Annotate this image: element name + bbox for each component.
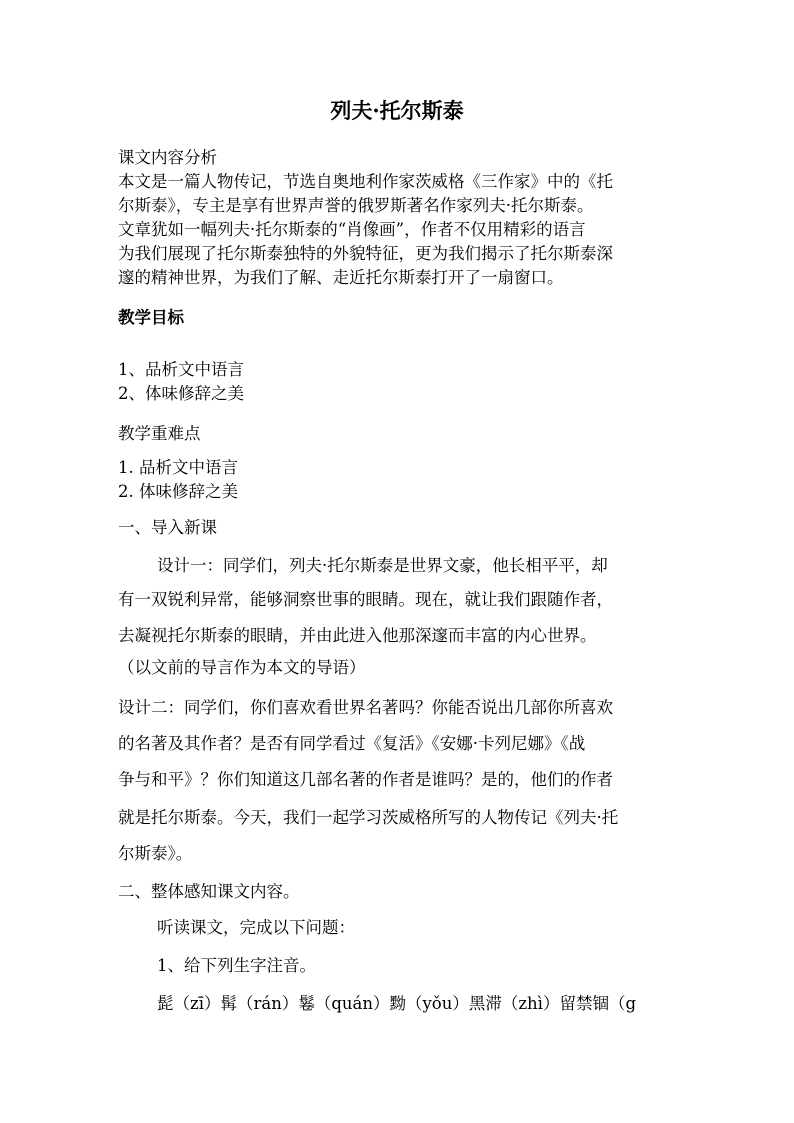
analysis-line: 邃的精神世界，为我们了解、走近托尔斯泰打开了一扇窗口。 — [118, 268, 564, 287]
analysis-heading: 课文内容分析 — [118, 148, 217, 167]
objective-item: 1、品析文中语言 — [118, 360, 244, 379]
design2-line: 设计二：同学们，你们喜欢看世界名著吗？你能否说出几部你所喜欢 — [118, 698, 613, 717]
document-title: 列夫·托尔斯泰 — [330, 98, 464, 123]
section1-heading: 一、导入新课 — [118, 518, 217, 537]
design1-line: 设计一：同学们，列夫·托尔斯泰是世界文豪，他长相平平，却 — [157, 556, 608, 575]
analysis-line: 尔斯泰》，专主是享有世界声誉的俄罗斯著名作家列夫·托尔斯泰。 — [118, 196, 594, 215]
objectives-heading: 教学目标 — [118, 308, 184, 327]
pinyin-line: 髭（zī）髯（rán）鬈（quán）黝（yǒu）黑滞（zhì）留禁锢（g — [157, 994, 637, 1013]
design1-line: （以文前的导言作为本文的导语） — [118, 658, 366, 677]
design2-line: 的名著及其作者？是否有同学看过《复活》《安娜·卡列尼娜》《战 — [118, 734, 586, 753]
analysis-line: 文章犹如一幅列夫·托尔斯泰的“肖像画”，作者不仅用精彩的语言 — [118, 220, 586, 239]
design1-line: 有一双锐利异常，能够洞察世事的眼睛。现在，就让我们跟随作者， — [118, 590, 613, 609]
objective-item: 2、体味修辞之美 — [118, 384, 244, 403]
design1-line: 去凝视托尔斯泰的眼睛，并由此进入他那深邃而丰富的内心世界。 — [118, 626, 597, 645]
key-point-item: 2. 体味修辞之美 — [118, 482, 238, 501]
design2-line: 尔斯泰》。 — [118, 844, 193, 863]
analysis-line: 本文是一篇人物传记，节选自奥地利作家茨威格《三作家》中的《托 — [118, 172, 613, 191]
key-point-item: 1. 品析文中语言 — [118, 458, 238, 477]
analysis-line: 为我们展现了托尔斯泰独特的外貌特征，更为我们揭示了托尔斯泰深 — [118, 244, 613, 263]
key-points-heading: 教学重难点 — [118, 424, 201, 443]
design2-line: 就是托尔斯泰。今天，我们一起学习茨威格所写的人物传记《列夫·托 — [118, 808, 619, 827]
section2-heading: 二、整体感知课文内容。 — [118, 882, 300, 901]
section2-intro: 听读课文，完成以下问题： — [157, 918, 355, 937]
design2-line: 争与和平》？你们知道这几部名著的作者是谁吗？是的，他们的作者 — [118, 770, 613, 789]
section2-question: 1、给下列生字注音。 — [157, 956, 316, 975]
